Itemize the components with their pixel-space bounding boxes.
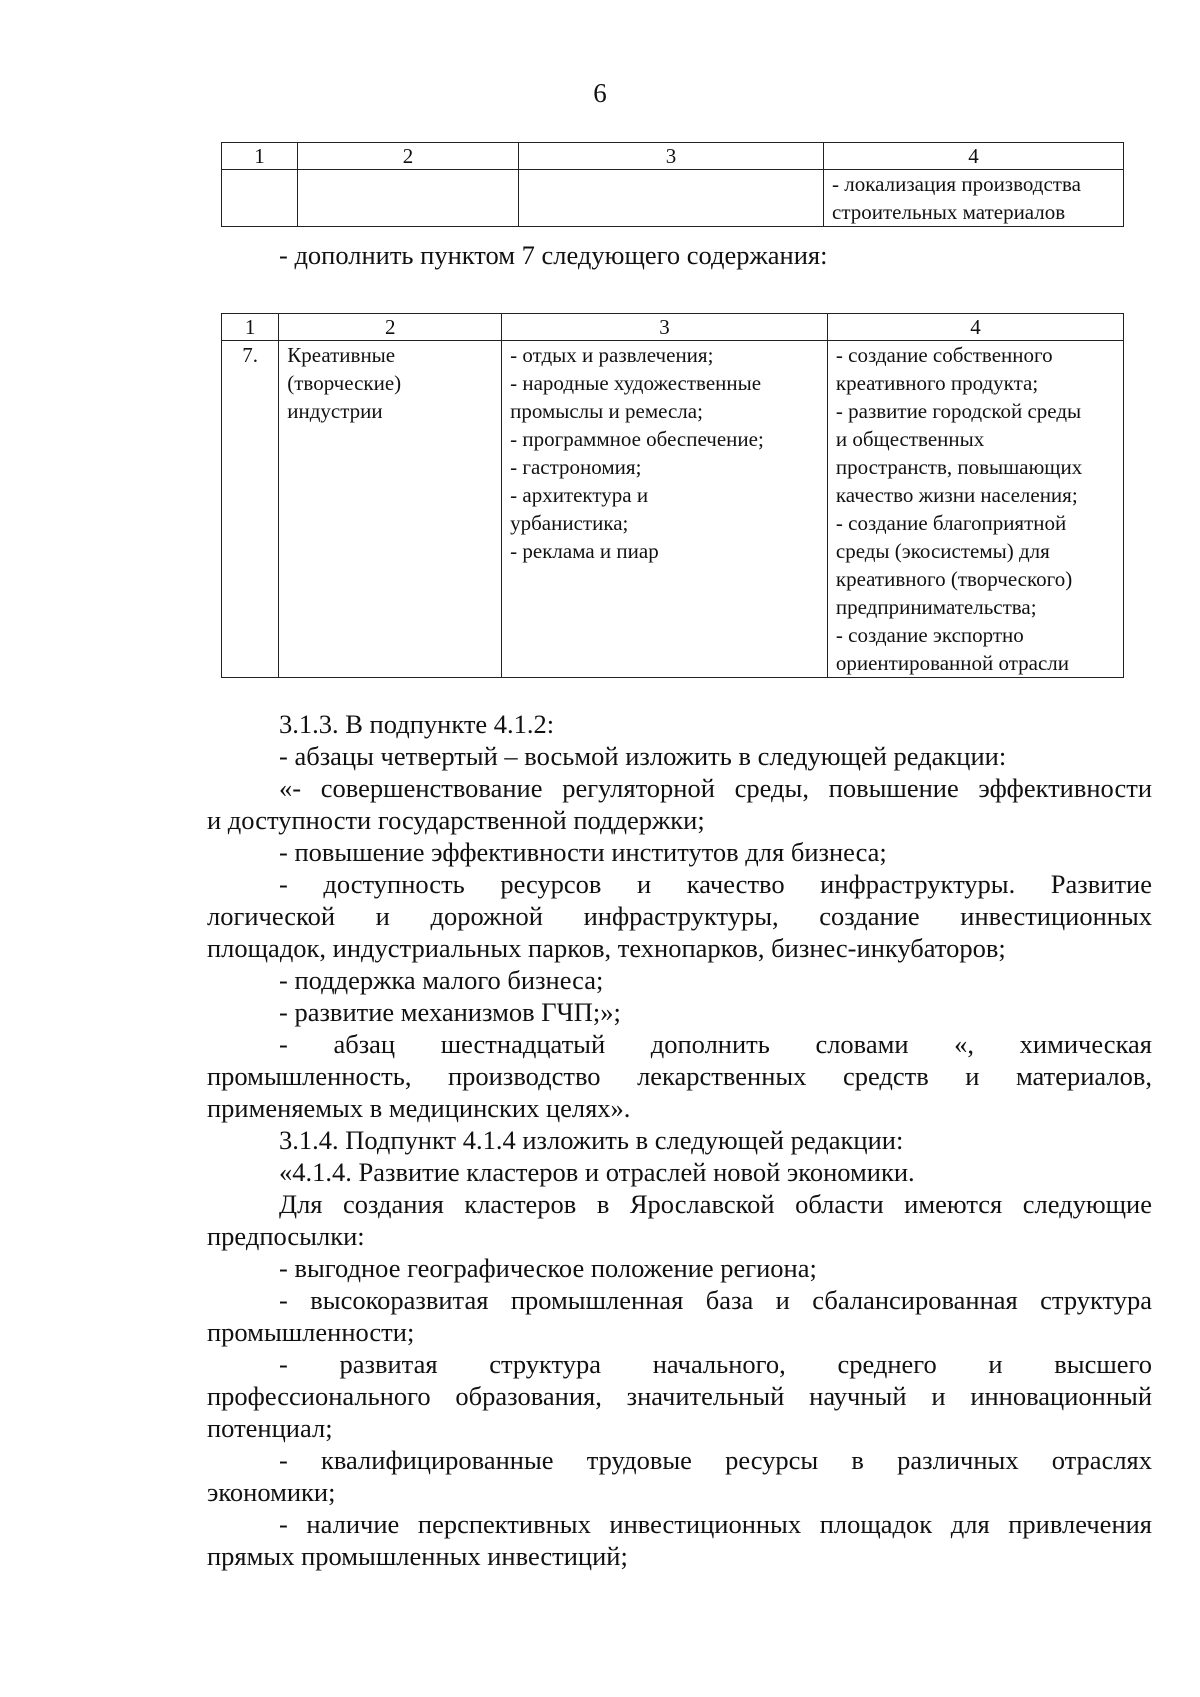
item-title-cell	[279, 341, 502, 678]
paragraph: профессионального образования, значительный научный и инновационный	[207, 1381, 1152, 1411]
cell-line: пространств, повышающих	[835, 455, 1083, 479]
paragraph: предпосылки:	[207, 1221, 365, 1251]
paragraph: площадок, индустриальных парков, технопарков, бизнес-инкубаторов;	[207, 933, 1006, 963]
paragraph: - квалифицированные трудовые ресурсы в различных отраслях	[279, 1445, 1152, 1475]
table-cell	[518, 170, 823, 227]
subsection-4-1-4: «4.1.4. Развитие кластеров и отраслей новой экономики.	[279, 1157, 915, 1187]
table-header-row	[222, 143, 1124, 170]
paragraph: - развитие механизмов ГЧП;»;	[279, 997, 621, 1027]
cell-line: - программное обеспечение;	[510, 427, 764, 451]
item-areas-cell	[502, 341, 828, 678]
cell-line: среды (экосистемы) для	[835, 539, 1050, 563]
cell-line: - создание собственного	[835, 343, 1053, 367]
cell-line: качество жизни населения;	[835, 483, 1078, 507]
paragraph: «- совершенствование регуляторной среды, повышение эффективности	[279, 773, 1152, 803]
cell-line: Креативные	[287, 343, 396, 367]
paragraph: применяемых в медицинских целях».	[207, 1093, 631, 1123]
paragraph: - выгодное географическое положение региона;	[279, 1253, 817, 1283]
cell-line: - архитектура и	[510, 483, 649, 507]
paragraph: потенциал;	[207, 1413, 333, 1443]
paragraph: промышленность, производство лекарственных средств и материалов,	[207, 1061, 1152, 1091]
header-cell: 3	[502, 314, 828, 341]
section-3-1-3: 3.1.3. В подпункте 4.1.2:	[279, 709, 555, 739]
cell-line: промыслы и ремесла;	[510, 399, 703, 423]
header-cell: 4	[824, 143, 1124, 170]
paragraph: - поддержка малого бизнеса;	[279, 965, 604, 995]
paragraph: промышленности;	[207, 1317, 415, 1347]
cell-line: и общественных	[835, 427, 985, 451]
cell-line: - создание экспортно	[835, 623, 1024, 647]
paragraph: - наличие перспективных инвестиционных площадок для привлечения	[279, 1509, 1152, 1539]
paragraph: экономики;	[207, 1477, 336, 1507]
table-row	[222, 341, 1124, 678]
cell-line: строительных материалов	[832, 200, 1066, 224]
table-continuation	[221, 142, 1124, 227]
cell-line: - развитие городской среды	[835, 399, 1082, 423]
cell-line: - народные художественные	[510, 371, 762, 395]
cell-line: креативного продукта;	[835, 371, 1039, 395]
cell-line: - локализация производства	[832, 172, 1081, 196]
table-cell	[222, 170, 298, 227]
cell-line: креативного (творческого)	[835, 567, 1073, 591]
instruction-add-item: - дополнить пунктом 7 следующего содержания:	[279, 240, 828, 270]
paragraph: прямых промышленных инвестиций;	[207, 1541, 628, 1571]
paragraph: - абзацы четвертый – восьмой изложить в следующей редакции:	[279, 741, 1007, 771]
paragraph: логической и дорожной инфраструктуры, создание инвестиционных	[207, 901, 1152, 931]
paragraph: - абзац шестнадцатый дополнить словами «, химическая	[279, 1029, 1152, 1059]
header-cell: 4	[827, 314, 1123, 341]
cell-line: - гастрономия;	[510, 455, 642, 479]
section-3-1-4: 3.1.4. Подпункт 4.1.4 изложить в следующей редакции:	[279, 1125, 904, 1155]
paragraph: - высокоразвитая промышленная база и сбалансированная структура	[279, 1285, 1152, 1315]
page-number: 6	[593, 78, 607, 108]
cell-line: - отдых и развлечения;	[510, 343, 714, 367]
cell-line: - реклама и пиар	[510, 539, 659, 563]
paragraph: и доступности государственной поддержки;	[207, 805, 705, 835]
table-cell	[298, 170, 519, 227]
header-cell: 2	[279, 314, 502, 341]
table-row	[222, 170, 1124, 227]
item-number: 7.	[222, 341, 279, 678]
cell-line: - создание благоприятной	[835, 511, 1067, 535]
table-item-7	[221, 313, 1124, 678]
header-cell: 2	[298, 143, 519, 170]
table-header-row	[222, 314, 1124, 341]
header-cell: 3	[518, 143, 823, 170]
cell-line: предпринимательства;	[835, 595, 1037, 619]
cell-line: ориентированной отрасли	[835, 651, 1070, 675]
paragraph: - повышение эффективности институтов для бизнеса;	[279, 837, 887, 867]
header-cell: 1	[222, 143, 298, 170]
header-cell: 1	[222, 314, 279, 341]
table-cell	[824, 170, 1124, 227]
item-goals-cell	[827, 341, 1123, 678]
cell-line: урбанистика;	[510, 511, 629, 535]
paragraph: Для создания кластеров в Ярославской области имеются следующие	[279, 1189, 1152, 1219]
cell-line: (творческие)	[287, 371, 402, 395]
paragraph: - развитая структура начального, среднего и высшего	[279, 1349, 1152, 1379]
paragraph: - доступность ресурсов и качество инфраструктуры. Развитие	[279, 869, 1152, 899]
cell-line: индустрии	[287, 399, 383, 423]
